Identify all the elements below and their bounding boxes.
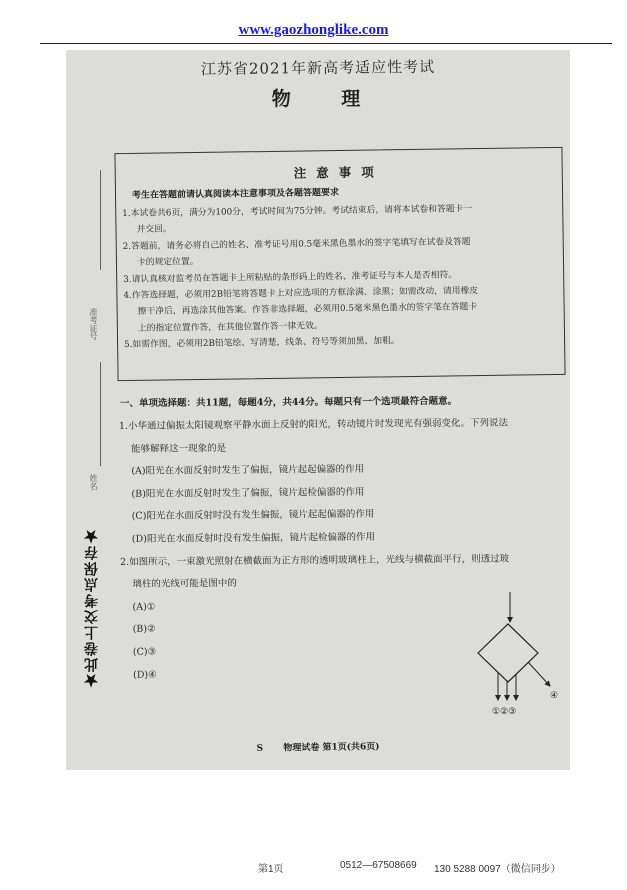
glass-prism-diagram xyxy=(492,590,568,720)
exam-page-footer xyxy=(66,736,570,756)
notice-line: 3.请认真核对监考员在答题卡上所粘贴的条形码上的姓名、准考证号与本人是否相符。 xyxy=(123,269,458,285)
notice-line: 卡的规定位置。 xyxy=(136,257,199,269)
exam-number-line xyxy=(100,170,101,270)
scanned-exam-page xyxy=(66,50,570,770)
name-line xyxy=(100,362,101,466)
question-1-option-d: (D)阳光在水面反射时没有发生偏振，镜片起检偏器的作用 xyxy=(131,531,375,545)
notice-intro: 考生在答题前请认真阅读本注意事项及各题答题要求 xyxy=(131,188,340,201)
name-label: 姓名 xyxy=(89,474,98,490)
notice-line: 并交回。 xyxy=(136,224,172,236)
question-1-option-a: (A)阳光在水面反射时发生了偏振，镜片起起偏器的作用 xyxy=(131,463,365,478)
question-2-option-c: (C)③ xyxy=(132,646,157,658)
question-1-option-c: (C)阳光在水面反射时没有发生偏振，镜片起起偏器的作用 xyxy=(131,509,375,523)
contact-phone-2: 130 5288 0097（微信同步） xyxy=(434,864,561,875)
notice-line: 1.本试卷共6页，满分为100分，考试时间为75分钟。考试结束后，请将本试卷和答题卡一 xyxy=(122,204,473,220)
question-1-stem: 1.小华通过偏振太阳镜观察平静水面上反射的阳光，转动镜片时发现光有强弱变化。下列说法 xyxy=(118,417,509,432)
notice-line: 上的指定位置作答，在其他位置作答一律无效。 xyxy=(137,321,323,334)
exam-page-number: 物理试卷 第1页(共6页) xyxy=(283,742,380,754)
exam-title: 江苏省2021年新高考适应性考试 xyxy=(200,57,436,79)
ray-label-4: ④ xyxy=(550,691,559,701)
ray-4 xyxy=(528,662,550,686)
question-2-option-d: (D)④ xyxy=(133,669,157,681)
document-page-number: 第1页 xyxy=(258,864,284,875)
question-1-stem-cont: 能够解释这一现象的是 xyxy=(131,442,227,455)
notice-body xyxy=(122,200,556,354)
exam-number-label: 准考证号 xyxy=(89,308,98,340)
exam-code: S xyxy=(256,743,264,754)
contact-phone-1: 0512—67508669 xyxy=(340,860,417,871)
notice-box xyxy=(114,147,565,381)
ray-label-1-2-3: ①②③ xyxy=(492,707,517,717)
exam-subject: 物 理 xyxy=(271,88,383,110)
section-heading: 一、单项选择题：共11题，每题4分，共44分。每题只有一个选项最符合题意。 xyxy=(119,395,458,410)
notice-line: 2.答题前，请务必将自己的姓名、准考证号用0.5毫米黑色墨水的签字笔填写在试卷及答题 xyxy=(122,236,471,252)
notice-line: 5.如需作图，必须用2B铅笔绘、写清楚，线条、符号等须加黑、加粗。 xyxy=(124,336,400,351)
notice-line: 4.作答选择题，必须用2B铅笔将答题卡上对应选项的方框涂满、涂黑；如需改动，请用橡皮 xyxy=(123,286,479,302)
seal-notice: ★此卷上交考点保存★ xyxy=(84,528,100,688)
notice-line: 擦干净后，再选涂其他答案。作答非选择题，必须用0.5毫米黑色墨水的签字笔在答题卡 xyxy=(137,302,478,318)
header-divider xyxy=(40,43,612,44)
question-1-option-b: (B)阳光在水面反射时发生了偏振，镜片起检偏器的作用 xyxy=(131,486,365,500)
questions xyxy=(119,412,561,687)
question-2-option-a: (A)① xyxy=(132,601,156,613)
website-link[interactable]: www.gaozhonglike.com xyxy=(238,22,389,38)
question-2-option-b: (B)② xyxy=(132,623,156,636)
question-2-stem-cont: 璃柱的光线可能是图中的 xyxy=(132,578,237,590)
question-2-stem: 2.如图所示，一束激光照射在横截面为正方形的透明玻璃柱上，光线与横截面平行，则透过玻 xyxy=(120,553,510,568)
notice-title: 注意事项 xyxy=(293,164,384,181)
